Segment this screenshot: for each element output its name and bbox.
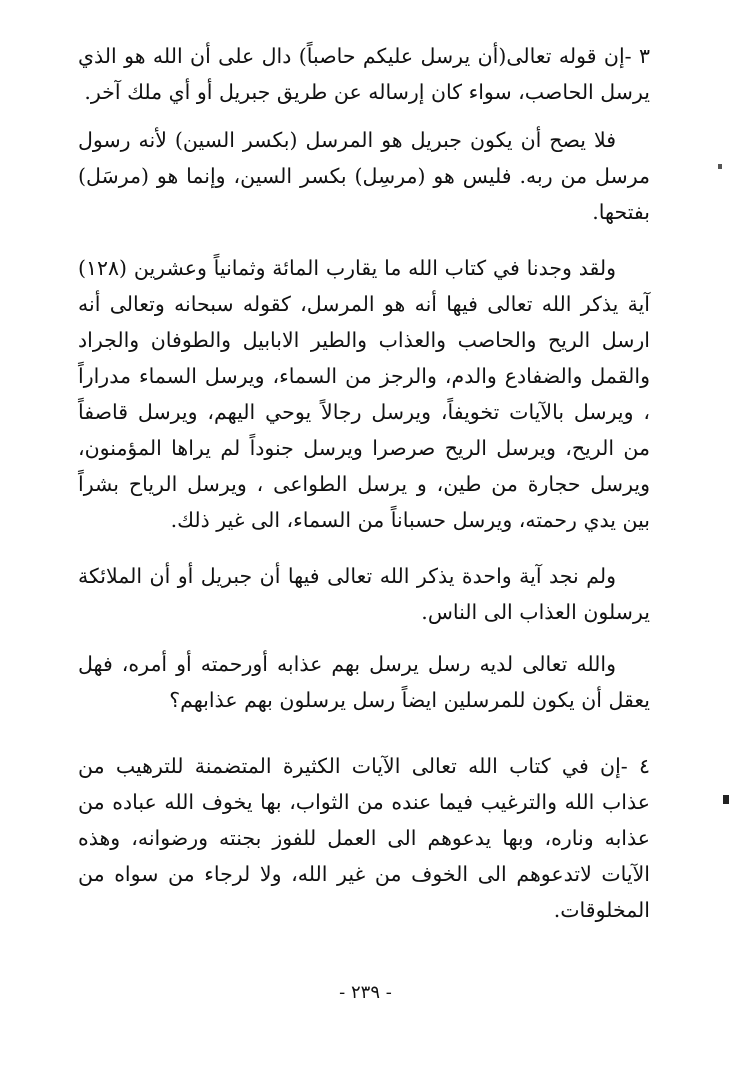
paragraph-point-3: ٣ -إن قوله تعالى(أن يرسل عليكم حاصباً) دال على أن الله هو الذي يرسل الحاصب، سواء كان إرساله عن طريق جبريل أو أي ملك آخر. xyxy=(78,44,650,104)
paragraph-quran-verses: ولقد وجدنا في كتاب الله ما يقارب المائة وثمانياً وعشرين (١٢٨) آية يذكر الله تعالى فيها أنه هو المرسل، كقوله سبحانه وتعالى أنه ارسل الريح والحاصب والعذاب والطير الابابيل والطوفان والجراد والقمل والضفادع والدم، والرجز من السماء، ويرسل السماء مدراراً ، ويرسل بالآيات تخويفاً، ويرسل رجالاً يوحي اليهم، ويرسل قاصفاً من الريح، ويرسل الريح صرصرا ويرسل جنوداً لم يراها المؤمنون، ويرسل حجارة من طين، و يرسل الطواعى ، ويرسل الرياح بشراً بين يدي رحمته، ويرسل حسباناً من السماء، الى غير ذلك. xyxy=(78,256,650,532)
margin-speck xyxy=(718,164,722,169)
paragraph-sender-clarification: فلا يصح أن يكون جبريل هو المرسل (بكسر السين) لأنه رسول مرسل من ربه. فليس هو (مرسِل) بكسر السين، وإنما هو (مرسَل) بفتحها. xyxy=(78,128,650,224)
page-number: - ٢٣٩ - xyxy=(339,982,392,1003)
page-body xyxy=(78,38,650,1038)
margin-speck xyxy=(723,795,729,804)
paragraph-point-4: ٤ -إن في كتاب الله تعالى الآيات الكثيرة المتضمنة للترهيب من عذاب الله والترغيب فيما عنده من الثواب، بها يخوف الله عباده من عذابه وناره، وبها يدعوهم الى العمل للفوز بجنته ورضوانه، وهذه الآيات لاتدعوهم الى الخوف من غير الله، ولا لرجاء من سواه من المخلوقات. xyxy=(78,754,650,922)
paragraph-rhetorical-question: والله تعالى لديه رسل يرسل بهم عذابه أورحمته أو أمره، فهل يعقل أن يكون للمرسلين ايضاً رسل يرسلون بهم عذابهم؟ xyxy=(78,652,650,712)
paragraph-no-verse: ولم نجد آية واحدة يذكر الله تعالى فيها أن جبريل أو أن الملائكة يرسلون العذاب الى الناس. xyxy=(78,564,650,624)
